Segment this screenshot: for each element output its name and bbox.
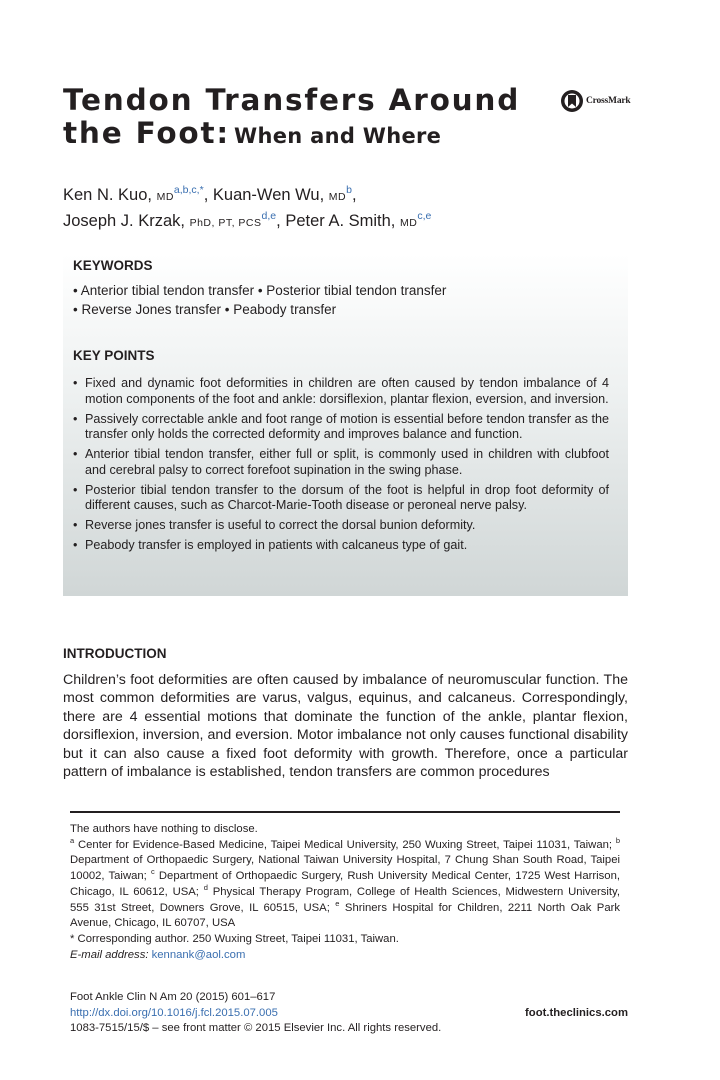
email-label: E-mail address: bbox=[70, 948, 149, 961]
author-degree: MD bbox=[156, 191, 174, 203]
crossmark-label: CrossMark bbox=[586, 96, 631, 106]
affiliation-b: Department of Orthopaedic Surgery, National Taiwan University Hospital, 7 Chung Shan South Road, Taipei 10002, Taiwan; bbox=[70, 854, 620, 883]
author-separator: , bbox=[351, 186, 357, 204]
affiliation-d: Physical Therapy Program, College of Health Sciences, Midwestern University, 555 31st Street, Downers Grove, IL 60515, USA; bbox=[70, 885, 620, 914]
footnote-divider bbox=[70, 811, 620, 813]
affiliation-e: Shriners Hospital for Children, 2211 North Oak Park Avenue, Chicago, IL 60707, USA bbox=[70, 901, 621, 930]
author-degree: MD bbox=[328, 191, 347, 203]
keywords-keypoints-box bbox=[63, 254, 628, 596]
title-subtitle: When and Where bbox=[233, 124, 442, 148]
footnotes bbox=[70, 822, 620, 963]
keywords-list bbox=[73, 282, 446, 319]
key-point-item: • Posterior tibial tendon transfer to the dorsum of the foot is helpful in drop foot deformity of different causes, such as Charcot-Marie-Tooth disease or peroneal nerve palsy. bbox=[73, 483, 609, 514]
key-point-item: • Anterior tibial tendon transfer, either full or split, is commonly used in children with clubfoot and cerebral palsy to correct forefoot supination in the swing phase. bbox=[73, 447, 609, 478]
author-name: Peter A. Smith, bbox=[285, 212, 396, 230]
journal-website[interactable]: foot.theclinics.com bbox=[525, 1006, 628, 1019]
crossmark-badge[interactable] bbox=[560, 89, 630, 113]
author-degree: PhD, PT, PCS bbox=[189, 217, 262, 229]
author-separator: , bbox=[276, 212, 281, 230]
author-name: Ken N. Kuo, bbox=[63, 186, 152, 204]
key-point-item: • Passively correctable ankle and foot range of motion is essential before tendon transfer as the transfer only holds the corrected deformity and improves balance and function. bbox=[73, 412, 609, 443]
disclosure-note: The authors have nothing to disclose. bbox=[70, 823, 258, 835]
crossmark-icon bbox=[560, 89, 584, 113]
author-name: Joseph J. Krzak, bbox=[63, 212, 185, 230]
key-points-list bbox=[73, 376, 609, 558]
author-affiliation-marks[interactable]: a,b,c,* bbox=[173, 184, 204, 196]
author-affiliation-marks[interactable]: b bbox=[346, 184, 352, 196]
key-point-item: • Peabody transfer is employed in patients with calcaneus type of gait. bbox=[73, 538, 609, 554]
author-line-2 bbox=[63, 209, 431, 235]
author-name: Kuan-Wen Wu, bbox=[212, 186, 325, 204]
author-degree: MD bbox=[399, 217, 418, 229]
affiliation-c: Department of Orthopaedic Surgery, Rush University Medical Center, 1725 West Harrison, Chicago, IL 60612, USA; bbox=[70, 870, 621, 898]
affiliation-mark: b bbox=[615, 835, 620, 845]
email-link[interactable]: kennank@aol.com bbox=[151, 948, 246, 961]
doi-link[interactable]: http://dx.doi.org/10.1016/j.fcl.2015.07.005 bbox=[70, 1006, 278, 1019]
author-affiliation-marks[interactable]: d,e bbox=[261, 210, 277, 222]
keywords-line: • Anterior tibial tendon transfer • Posterior tibial tendon transfer bbox=[73, 283, 447, 298]
author-affiliation-marks[interactable]: c,e bbox=[417, 210, 432, 222]
journal-info bbox=[70, 990, 630, 1037]
introduction-heading: INTRODUCTION bbox=[63, 646, 167, 661]
title-main: Tendon Transfers Around the Foot: bbox=[63, 83, 521, 150]
key-point-item: • Fixed and dynamic foot deformities in children are often caused by tendon imbalance of 4 motion components of the foot and ankle: dorsiflexion, plantar flexion, eversion, and inversion. bbox=[73, 376, 609, 407]
author-line-1 bbox=[63, 183, 431, 209]
article-title bbox=[63, 84, 533, 153]
affiliation-mark: e bbox=[335, 898, 340, 908]
introduction-paragraph: Children’s foot deformities are often caused by imbalance of neuromuscular function. The most common deformities are varus, valgus, equinus, and calcaneus. Correspondingly, there are 4 essential motions that dominate the function of the ankle, plantar flexion, dorsiflexion, inversion, and eversion. Motor imbalance not only causes functional disability but it can also cause a fixed foot deformity with growth. Therefore, once a particular pattern of imbalance is established, tendon transfers are common procedures bbox=[63, 672, 628, 781]
affiliation-a: Center for Evidence-Based Medicine, Taipei Medical University, 250 Wuxing Street, Taipei 11031, Taiwan; bbox=[77, 838, 613, 851]
affiliations bbox=[70, 835, 621, 932]
keywords-heading: KEYWORDS bbox=[73, 258, 153, 273]
keywords-line: • Reverse Jones transfer • Peabody transfer bbox=[73, 301, 337, 317]
author-separator: , bbox=[203, 186, 209, 204]
affiliation-mark: c bbox=[150, 867, 155, 877]
email-line bbox=[70, 948, 620, 964]
affiliation-mark: a bbox=[70, 835, 75, 845]
author-list bbox=[63, 183, 431, 235]
corresponding-author: * Corresponding author. 250 Wuxing Street, Taipei 11031, Taiwan. bbox=[70, 932, 399, 945]
copyright-line: 1083-7515/15/$ – see front matter © 2015 Elsevier Inc. All rights reserved. bbox=[70, 1022, 442, 1035]
journal-citation: Foot Ankle Clin N Am 20 (2015) 601–617 bbox=[70, 991, 276, 1003]
key-points-heading: KEY POINTS bbox=[73, 348, 155, 363]
key-point-item: • Reverse jones transfer is useful to correct the dorsal bunion deformity. bbox=[73, 518, 609, 534]
affiliation-mark: d bbox=[203, 882, 208, 892]
